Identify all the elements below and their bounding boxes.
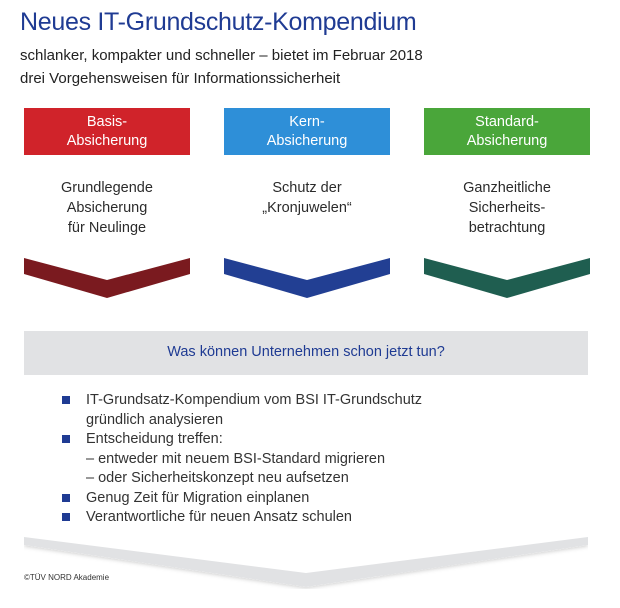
pillar-body-line: Schutz der — [272, 180, 342, 196]
recommendations-header: Was können Unternehmen schon jetzt tun? — [167, 344, 445, 360]
pillar-body-line: Ganzheitliche — [463, 180, 551, 196]
pillar-header-line: Absicherung — [266, 133, 348, 149]
recommendations-list — [56, 391, 422, 528]
list-item-line: Entscheidung treffen: — [86, 431, 223, 447]
pillar-body — [424, 178, 590, 238]
list-item — [56, 391, 422, 430]
square-bullet-icon — [62, 396, 70, 404]
pillar-basis-absicherung — [24, 108, 190, 298]
recommendations-box — [24, 331, 588, 589]
pillar-header — [24, 113, 190, 151]
pillar-header-line: Basis- — [86, 114, 128, 130]
list-item — [56, 430, 422, 489]
pillar-body — [224, 178, 390, 218]
copyright-footer: ©TÜV NORD Akademie — [24, 573, 110, 582]
subtitle-line-1: schlanker, kompakter und schneller – bietet im Februar 2018 — [20, 47, 423, 64]
pillar-body-line: für Neulinge — [67, 220, 147, 236]
pillar-header-line: Standard- — [475, 114, 539, 130]
page-title: Neues IT-Grundschutz-Kompendium — [20, 8, 417, 36]
pillar-header-line: Kern- — [289, 114, 325, 130]
pillar-header — [224, 113, 390, 151]
list-item-line: IT-Grundsatz-Kompendium vom BSI IT-Grundschutz — [86, 392, 423, 408]
pillar-body-line: „Kronjuwelen“ — [262, 200, 352, 216]
list-item-line: gründlich analysieren — [86, 411, 224, 428]
square-bullet-icon — [62, 494, 70, 502]
pillar-body — [24, 178, 190, 238]
pillar-body-line: Absicherung — [66, 200, 148, 216]
list-item-line: Verantwortliche für neuen Ansatz schulen — [86, 509, 352, 525]
subtitle — [20, 44, 423, 90]
list-item-line: – entweder mit neuem BSI-Standard migrieren — [86, 450, 386, 467]
subtitle-line-2: drei Vorgehensweisen für Informationssicherheit — [20, 70, 341, 87]
list-item-line: Genug Zeit für Migration einplanen — [86, 489, 310, 506]
pillar-body-line: betrachtung — [468, 220, 546, 236]
pillar-body-line: Sicherheits- — [468, 200, 546, 216]
list-item — [56, 508, 422, 528]
square-bullet-icon — [62, 513, 70, 521]
list-item — [56, 489, 422, 509]
list-item-line: – oder Sicherheitskonzept neu aufsetzen — [86, 470, 349, 486]
pillar-kern-absicherung — [224, 108, 390, 298]
pillar-header-line: Absicherung — [66, 133, 148, 149]
pillar-standard-absicherung — [424, 108, 590, 298]
pillar-header-line: Absicherung — [466, 133, 548, 149]
square-bullet-icon — [62, 435, 70, 443]
pillar-body-line: Grundlegende — [61, 180, 153, 196]
pillar-header — [424, 113, 590, 151]
